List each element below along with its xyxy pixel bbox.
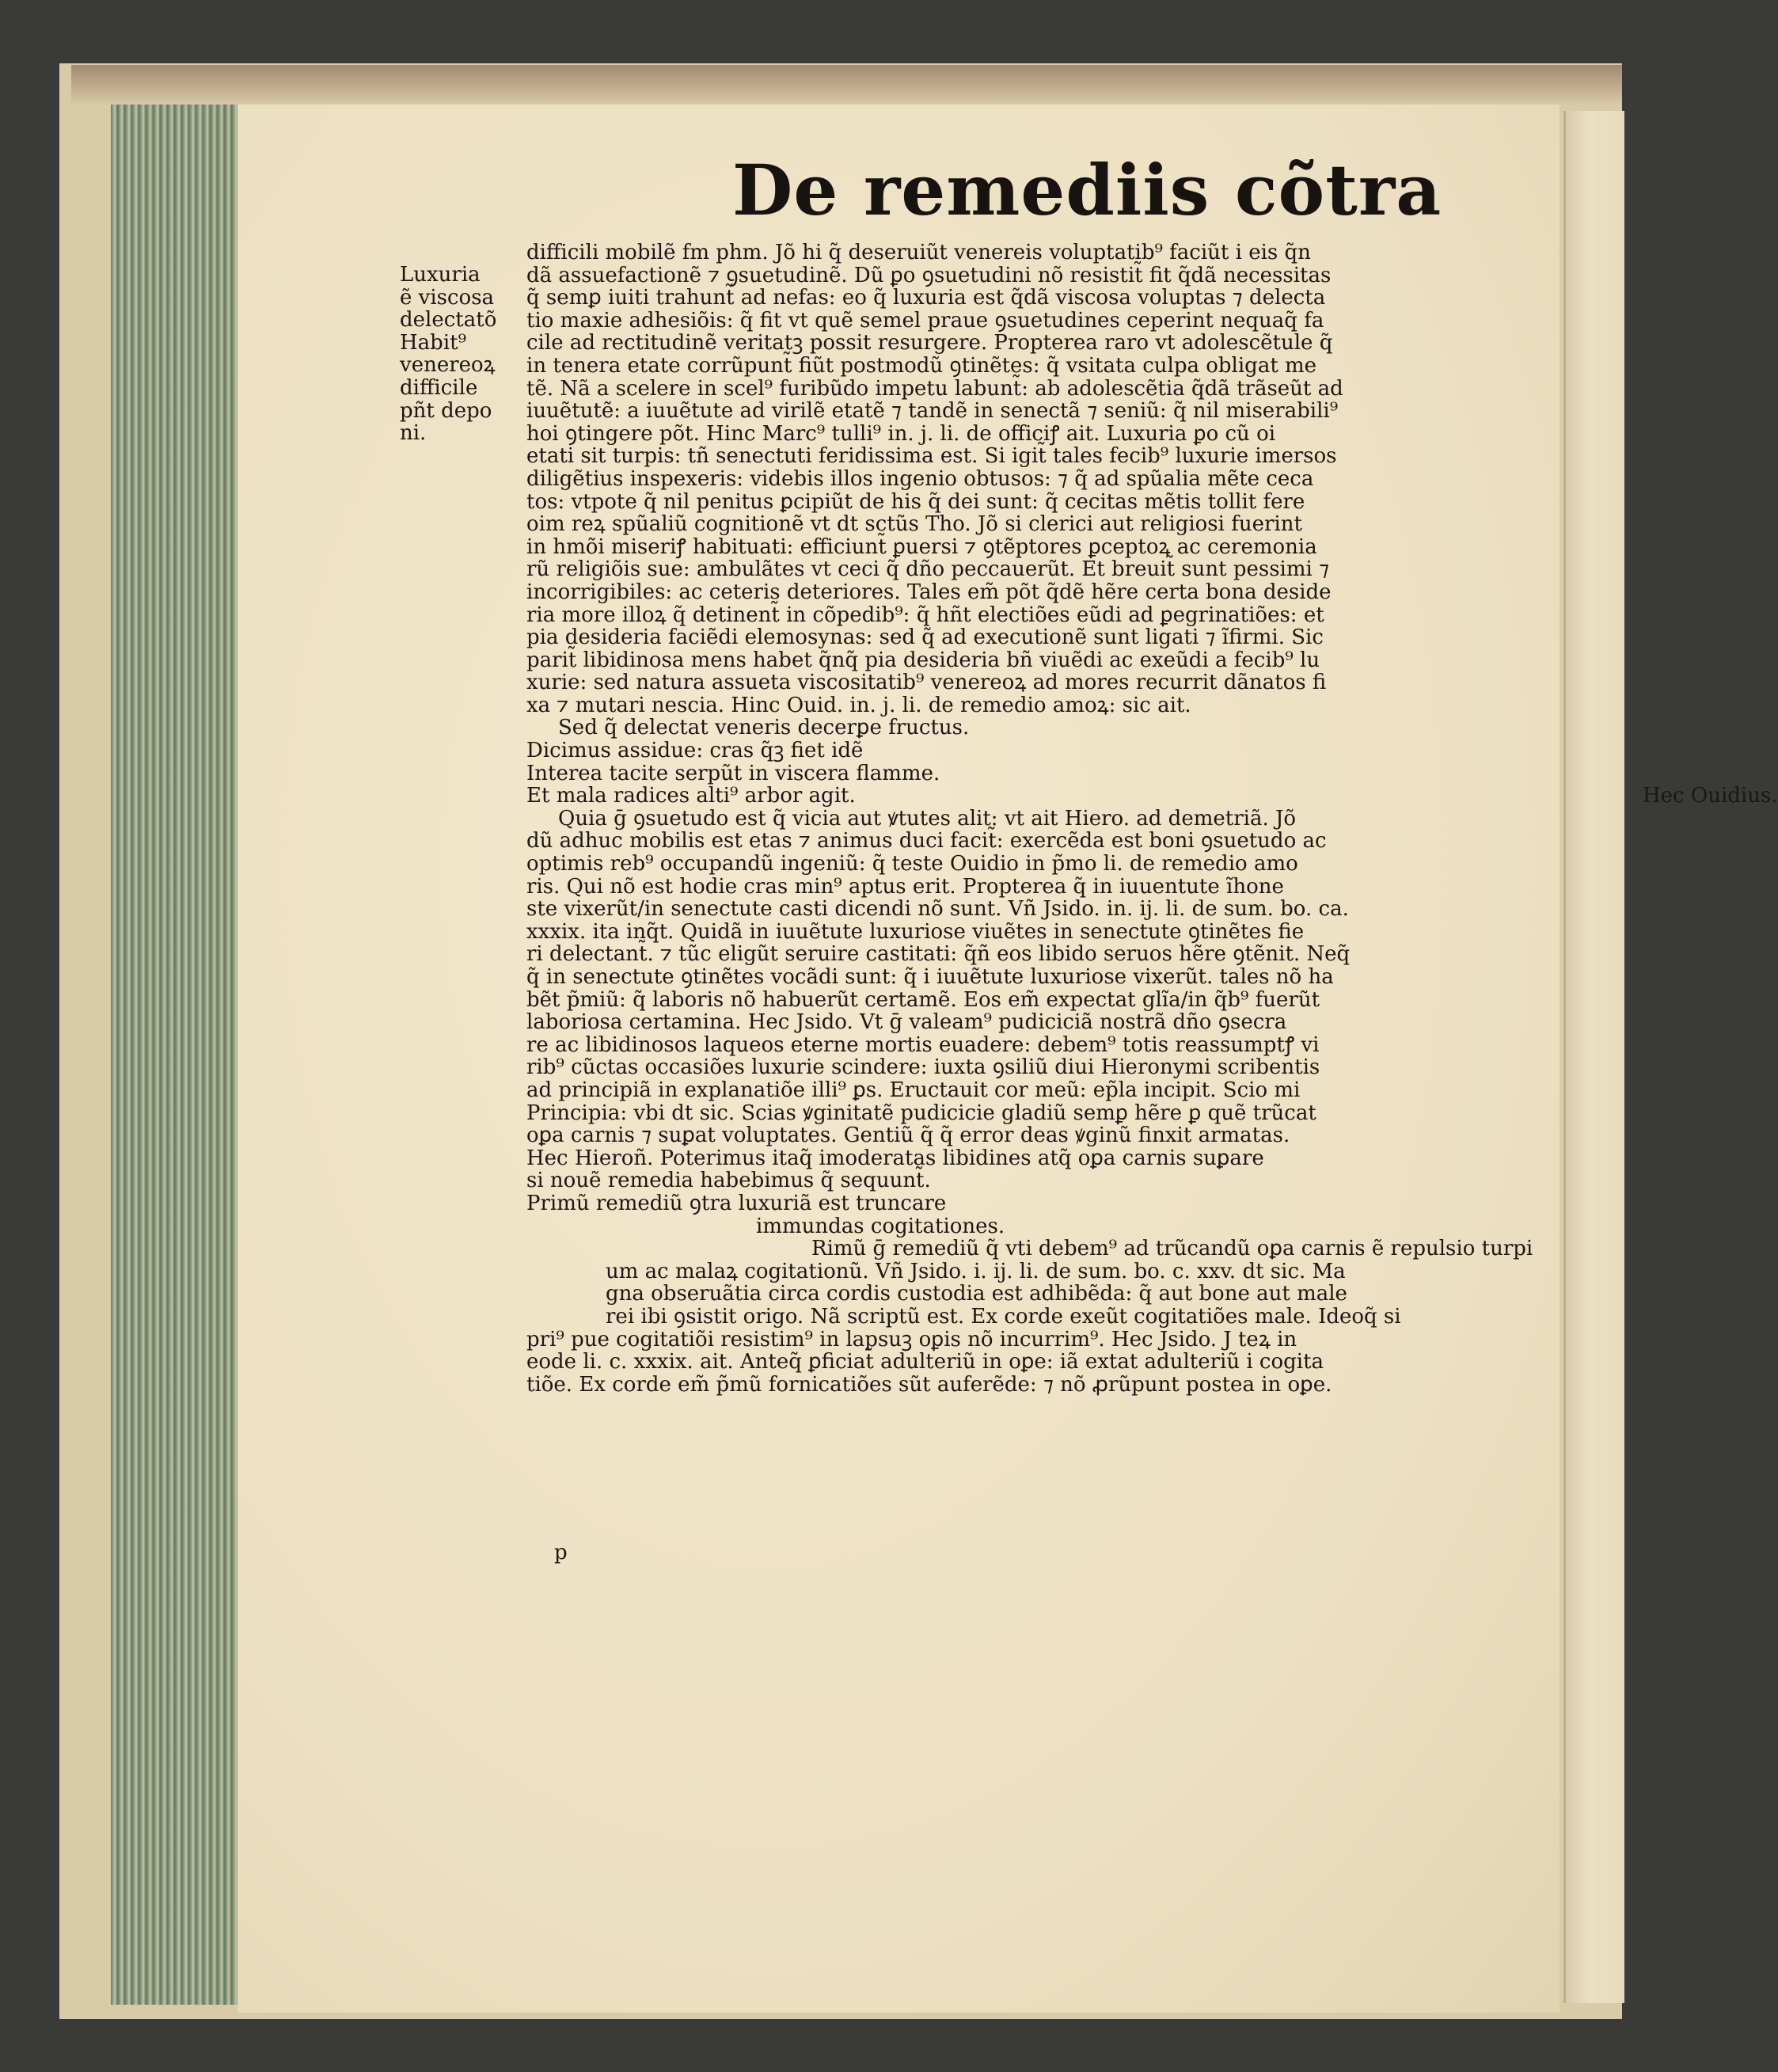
section-heading: Rimũ ḡ remediũ q̃ vti debem⁹ ad trũcandũ oꝑa carnis ẽ repulsio turpi <box>811 1237 1533 1261</box>
section-marker: p <box>554 1541 568 1564</box>
facing-page <box>1563 111 1624 2003</box>
text-line: tiõe. Ex corde em̃ p̃mũ fornicatiões sũt auferẽde: ⁊ nõ ꝓrũpunt postea in oꝑe. <box>526 1372 1332 1397</box>
book-top-edge <box>71 65 1622 105</box>
text-line: oim reꝝ spũaliũ cognitionẽ vt dt sctũs Tho. Jõ si clerici aut religiosi fuerint <box>526 512 1302 537</box>
running-head: De remediis cõtra <box>732 149 1442 231</box>
text-line: tos: vtpote q̃ nil penitus ꝑcipiũt de his q̃ dei sunt: q̃ cecitas mẽtis tollit fere <box>526 489 1305 514</box>
verse-line: Sed q̃ delectat veneris decerꝑe fructus. <box>558 716 970 740</box>
text-line: ris. Qui nõ est hodie cras min⁹ aptus erit. Propterea q̃ in iuuentute ĩhone <box>526 874 1284 899</box>
margin-line: ni. <box>400 421 427 446</box>
text-line: cile ad rectitudinẽ veritatꝫ possit resurgere. Propterea raro vt adolescẽtule q̃ <box>526 331 1333 355</box>
text-line: rib⁹ cũctas occasiões luxurie scindere: iuxta ꝯsiliũ diui Hieronymi scribentis <box>526 1055 1320 1080</box>
text-line: q̃ semꝑ iuiti trahunt̃ ad nefas: eo q̃ luxuria est q̃dã viscosa voluptas ⁊ delecta <box>526 286 1326 310</box>
text-line: ri delectant̃. ⁊ tũc eligũt seruire castitati: q̃ñ eos libido seruos hẽre ꝯtẽnit. Neq̃ <box>526 942 1351 967</box>
text-line: gna obseruãtia circa cordis custodia est adhibẽda: q̃ aut bone aut male <box>606 1282 1347 1306</box>
verse-line: Interea tacite serpũt in viscera flamme. <box>526 761 940 785</box>
margin-line: difficile <box>400 375 478 400</box>
text-line <box>526 1396 1492 1419</box>
text-line: diligẽtius inspexeris: videbis illos ingenio obtusos: ⁊ q̃ ad spũalia mẽte ceca <box>526 466 1314 491</box>
body-text <box>526 241 1778 1419</box>
text-line: rũ religiõis sue: ambulãtes vt ceci q̃ dño peccauerũt. Et breuit̃ sunt pessimi ⁊ <box>526 557 1330 582</box>
text-line: Principia: vbi dt sic. Scias ꝟginitatẽ pudicicie gladiũ semꝑ hẽre ꝑ quẽ trũcat <box>526 1101 1316 1125</box>
text-line: iuuẽtutẽ: a iuuẽtute ad virilẽ etatẽ ⁊ tandẽ in senectã ⁊ seniũ: q̃ nil miserabili⁹ <box>526 399 1339 424</box>
text-line: ste vixerũt/in senectute casti dicendi nõ sunt. Vñ Jsido. in. ij. li. de sum. bo. ca. <box>526 897 1349 922</box>
text-line: re ac libidinosos laqueos eterne mortis euadere: debem⁹ totis reassumptꝭ vi <box>526 1032 1320 1057</box>
verse-line <box>526 784 1778 808</box>
text-line: in tenera etate corrũpunt̃ fiũt postmodũ ꝯtinẽtes: q̃ vsitata culpa obligat me <box>526 353 1317 378</box>
page-edges <box>111 105 239 2005</box>
text-line: dã assuefactionẽ ⁊ ꝯsuetudinẽ. Dũ ꝑo ꝯsuetudini nõ resistit̃ fit q̃dã necessitas <box>526 263 1332 287</box>
text-line: pri⁹ pue cogitatiõi resistim⁹ in lapsuꝫ oꝑis nõ incurrim⁹. Hec Jsido. J teꝝ in <box>526 1327 1297 1352</box>
text-line: difficili mobilẽ fm phm. Jõ hi q̃ deseruiũt venereis voluptatib⁹ faciũt i eis q̃n <box>526 241 1311 264</box>
text-line: parit̃ libidinosa mens habet q̃nq̃ pia desideria bñ viuẽdi ac exeũdi a fecib⁹ lu <box>526 648 1320 672</box>
text-line: incorrigibiles: ac ceteris deteriores. Tales em̃ põt q̃dẽ hẽre certa bona deside <box>526 580 1332 604</box>
text-line: si nouẽ remedia habebimus q̃ sequunt̃. <box>526 1169 931 1193</box>
margin-line: delectatõ <box>400 308 497 333</box>
verse-attribution: Hec Ouidius. <box>1643 784 1778 808</box>
text-line: hoi ꝯtingere põt. Hinc Marc⁹ tulli⁹ in. j. li. de officiꝭ ait. Luxuria ꝑo cũ oi <box>526 421 1276 446</box>
text-line: etati sit turpis: tñ senectuti feridissima est. Si igit̃ tales fecib⁹ luxurie imersos <box>526 444 1337 469</box>
margin-note <box>400 264 519 445</box>
verse-text: Et mala radices alti⁹ arbor agit. <box>526 784 856 808</box>
text-line: xxxix. ita inq̃t. Quidã in iuuẽtute luxuriose viuẽtes in senectute ꝯtinẽtes fie <box>526 919 1305 944</box>
text-line: ria more illoꝝ q̃ detinent̃ in cõpedib⁹: q̃ hñt electiões eũdi ad ꝑegrinatiões: et <box>526 603 1324 627</box>
text-line: Hec Hieroñ. Poterimus itaq̃ imoderatas libidines atq̃ oꝑa carnis suꝑare <box>526 1146 1264 1170</box>
text-line: pia desideria faciẽdi elemosynas: sed q̃ ad executionẽ sunt ligati ⁊ ĩfirmi. Sic <box>526 625 1324 650</box>
margin-line: venereoꝝ <box>400 353 496 378</box>
text-line: in hmõi miseriꝭ habituati: efficiunt̃ ꝑuersi ⁊ ꝯtẽptores ꝑceptoꝝ ac ceremonia <box>526 534 1317 559</box>
text-line: Quia ḡ ꝯsuetudo est q̃ vicia aut ꝟtutes alit: vt ait Hiero. ad demetriã. Jõ <box>558 806 1297 831</box>
margin-line: Luxuria <box>400 263 481 287</box>
text-line: rei ibi ꝯsistit origo. Nã scriptũ est. Ex corde exeũt cogitatiões male. Ideoq̃ si <box>606 1304 1401 1329</box>
section-heading: immundas cogitationes. <box>756 1214 1005 1238</box>
text-line: optimis reb⁹ occupandũ ingeniũ: q̃ teste Ouidio in p̃mo li. de remedio amo <box>526 852 1298 876</box>
margin-line: pñt depo <box>400 398 492 423</box>
text-line: dũ adhuc mobilis est etas ⁊ animus duci facit̃: exercẽda est boni ꝯsuetudo ac <box>526 829 1327 854</box>
text-line: q̃ in senectute ꝯtinẽtes vocãdi sunt: q̃ i iuuẽtute luxuriose vixerũt. tales nõ ha <box>526 965 1334 989</box>
text-line: bẽt p̃miũ: q̃ laboris nõ habuerũt certamẽ. Eos em̃ expectat glĩa/in q̃b⁹ fuerũt <box>526 987 1320 1012</box>
text-line: xa ⁊ mutari nescia. Hinc Ouid. in. j. li. de remedio amoꝝ: sic ait. <box>526 693 1191 717</box>
margin-line: ẽ viscosa <box>400 285 495 310</box>
text-line: laboriosa certamina. Hec Jsido. Vt ḡ valeam⁹ pudiciciã nostrã dño ꝯsecra <box>526 1010 1287 1035</box>
verse-line: Dicimus assidue: cras q̃ꝫ fiet idẽ <box>526 739 864 763</box>
margin-line: Habit⁹ <box>400 330 467 355</box>
text-line: xurie: sed natura assueta viscositatib⁹ venereoꝝ ad mores recurrit dãnatos fi <box>526 671 1327 695</box>
text-line: oꝑa carnis ⁊ suꝑat voluptates. Gentiũ q̃ q̃ error deas ꝟginũ finxit armatas. <box>526 1123 1290 1148</box>
text-line: ad principiã in explanatiõe illi⁹ ꝑs. Eructauit cor meũ: ep̃la incipit. Scio mi <box>526 1078 1301 1102</box>
text-line: um ac malaꝝ cogitationũ. Vñ Jsido. i. ij. li. de sum. bo. c. xxv. dt sic. Ma <box>606 1259 1346 1283</box>
text-line: eode li. c. xxxix. ait. Anteq̃ ꝑficiat̃ adulteriũ in oꝑe: iã extat adulteriũ i cogita <box>526 1350 1324 1374</box>
text-line: tẽ. Nã a scelere in scel⁹ furibũdo impetu labunt̃: ab adolescẽtia q̃dã trãseũt ad <box>526 376 1343 401</box>
text-line: Primũ remediũ ꝯtra luxuriã est truncare <box>526 1191 947 1215</box>
text-line: tio maxie adhesiõis: q̃ fit vt quẽ semel praue ꝯsuetudines ceperint nequaq̃ fa <box>526 308 1324 333</box>
